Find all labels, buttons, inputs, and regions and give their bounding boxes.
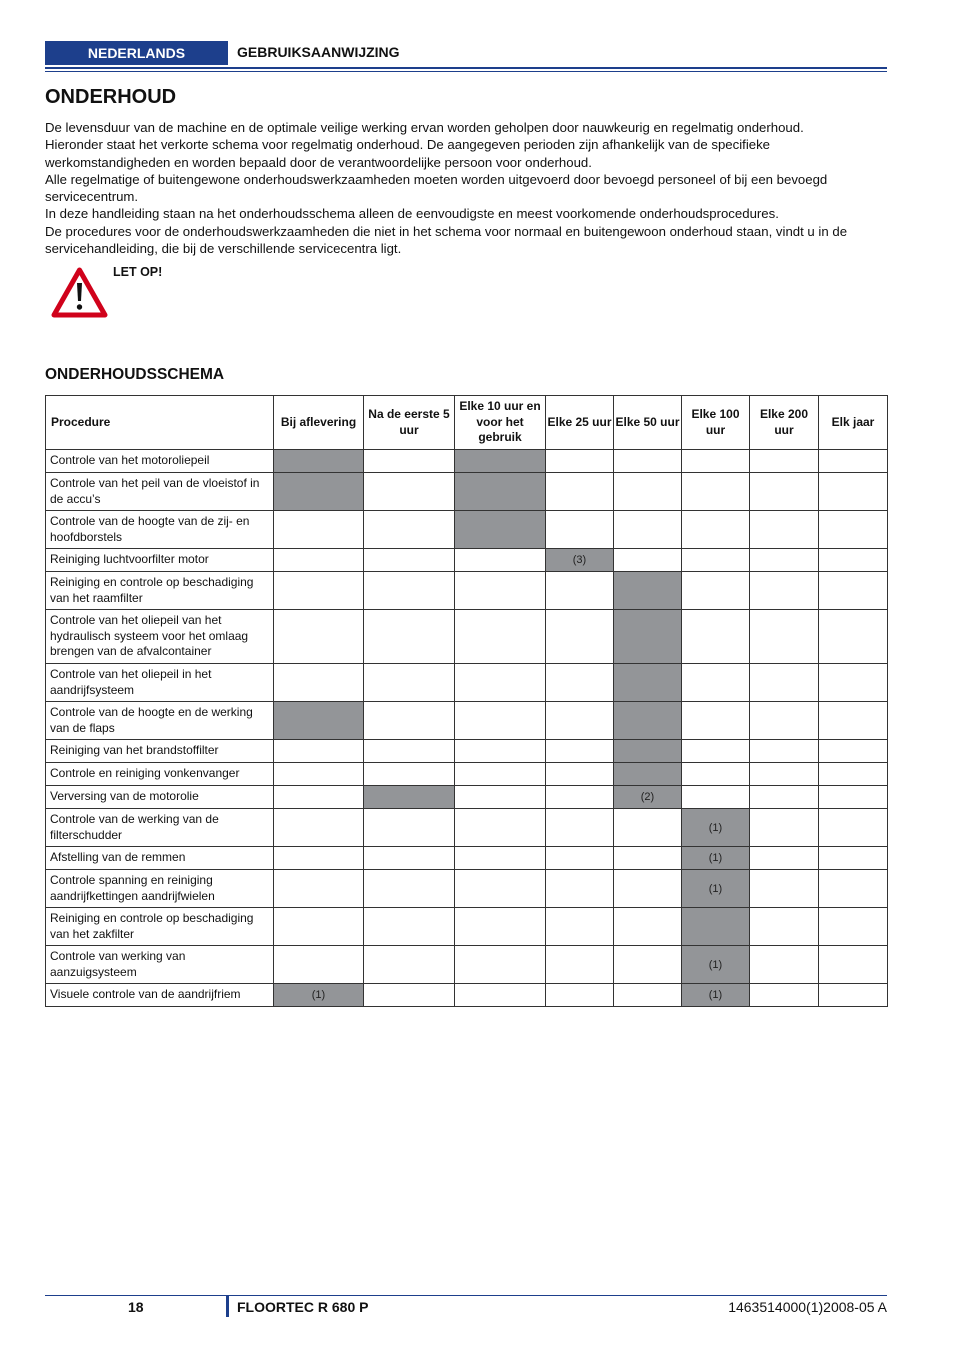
empty-cell (455, 809, 546, 847)
empty-cell (364, 450, 455, 473)
empty-cell (614, 549, 682, 572)
page-number: 18 (128, 1299, 144, 1315)
column-header: Procedure (46, 396, 274, 450)
table-row (46, 572, 888, 610)
empty-cell (455, 664, 546, 702)
empty-cell (750, 664, 819, 702)
empty-cell (819, 847, 888, 870)
empty-cell (455, 549, 546, 572)
table-row (46, 450, 888, 473)
empty-cell (274, 870, 364, 908)
empty-cell (682, 450, 750, 473)
empty-cell (455, 786, 546, 809)
empty-cell (682, 786, 750, 809)
empty-cell (546, 610, 614, 664)
table-row (46, 870, 888, 908)
empty-cell (546, 572, 614, 610)
empty-cell (546, 450, 614, 473)
empty-cell (750, 450, 819, 473)
empty-cell (546, 809, 614, 847)
empty-cell (364, 847, 455, 870)
procedure-label: Controle van het oliepeil van het hydraulisch systeem voor het omlaag brengen van de afvalcontainer (46, 610, 274, 664)
empty-cell (614, 511, 682, 549)
table-row (46, 763, 888, 786)
scheduled-cell (364, 786, 455, 809)
empty-cell (455, 610, 546, 664)
table-row (46, 473, 888, 511)
empty-cell (682, 740, 750, 763)
empty-cell (750, 511, 819, 549)
table-row (46, 702, 888, 740)
column-header: Na de eerste 5 uur (364, 396, 455, 450)
empty-cell (750, 549, 819, 572)
table-row (46, 908, 888, 946)
empty-cell (364, 870, 455, 908)
scheduled-cell (455, 450, 546, 473)
empty-cell (364, 809, 455, 847)
empty-cell (614, 450, 682, 473)
table-row (46, 664, 888, 702)
warning-triangle-icon (51, 267, 108, 318)
column-header: Elke 50 uur (614, 396, 682, 450)
column-header: Elke 10 uur en voor het gebruik (455, 396, 546, 450)
table-header-row (46, 396, 888, 450)
procedure-label: Reiniging en controle op beschadiging van het zakfilter (46, 908, 274, 946)
empty-cell (274, 809, 364, 847)
schedule-title: ONDERHOUDSSCHEMA (45, 366, 225, 383)
model-name: FLOORTEC R 680 P (237, 1299, 369, 1315)
procedure-label: Visuele controle van de aandrijfriem (46, 984, 274, 1007)
empty-cell (682, 763, 750, 786)
manual-type: GEBRUIKSAANWIJZING (237, 44, 400, 60)
scheduled-cell (455, 511, 546, 549)
column-header: Bij aflevering (274, 396, 364, 450)
empty-cell (364, 740, 455, 763)
empty-cell (546, 984, 614, 1007)
empty-cell (682, 702, 750, 740)
procedure-label: Afstelling van de remmen (46, 847, 274, 870)
empty-cell (364, 702, 455, 740)
footer-divider (226, 1296, 229, 1317)
empty-cell (364, 908, 455, 946)
empty-cell (819, 450, 888, 473)
empty-cell (750, 702, 819, 740)
table-row (46, 549, 888, 572)
scheduled-cell (274, 450, 364, 473)
empty-cell (274, 946, 364, 984)
empty-cell (546, 847, 614, 870)
scheduled-cell: (1) (682, 809, 750, 847)
empty-cell (819, 786, 888, 809)
footer-rule (45, 1295, 887, 1296)
empty-cell (819, 763, 888, 786)
empty-cell (364, 572, 455, 610)
maintenance-schedule-table (45, 395, 888, 1007)
empty-cell (750, 870, 819, 908)
empty-cell (750, 809, 819, 847)
procedure-label: Reiniging luchtvoorfilter motor (46, 549, 274, 572)
empty-cell (819, 702, 888, 740)
empty-cell (455, 984, 546, 1007)
empty-cell (819, 610, 888, 664)
empty-cell (364, 610, 455, 664)
empty-cell (274, 786, 364, 809)
scheduled-cell (682, 908, 750, 946)
empty-cell (546, 473, 614, 511)
empty-cell (614, 984, 682, 1007)
scheduled-cell: (1) (682, 847, 750, 870)
empty-cell (750, 473, 819, 511)
empty-cell (614, 870, 682, 908)
empty-cell (546, 740, 614, 763)
empty-cell (750, 786, 819, 809)
empty-cell (364, 763, 455, 786)
scheduled-cell (614, 610, 682, 664)
empty-cell (750, 847, 819, 870)
header-rule (45, 67, 887, 69)
table-row (46, 946, 888, 984)
scheduled-cell: (1) (682, 870, 750, 908)
table-row (46, 740, 888, 763)
empty-cell (750, 984, 819, 1007)
empty-cell (614, 908, 682, 946)
empty-cell (682, 664, 750, 702)
empty-cell (546, 511, 614, 549)
empty-cell (364, 946, 455, 984)
scheduled-cell (614, 740, 682, 763)
table-row (46, 511, 888, 549)
procedure-label: Controle en reiniging vonkenvanger (46, 763, 274, 786)
table-row (46, 847, 888, 870)
procedure-label: Controle van de werking van de filterschudder (46, 809, 274, 847)
intro-paragraph: In deze handleiding staan na het onderhoudsschema alleen de eenvoudigste en meest voorkomende onderhoudsprocedures. (45, 206, 779, 222)
empty-cell (819, 809, 888, 847)
scheduled-cell (455, 473, 546, 511)
scheduled-cell (274, 702, 364, 740)
scheduled-cell (614, 664, 682, 702)
empty-cell (682, 572, 750, 610)
procedure-label: Verversing van de motorolie (46, 786, 274, 809)
empty-cell (455, 870, 546, 908)
empty-cell (750, 763, 819, 786)
language-label: NEDERLANDS (45, 41, 228, 65)
intro-paragraph: Hieronder staat het verkorte schema voor regelmatig onderhoud. De aangegeven perioden zijn afhankelijk van de specifieke werkomstandigheden en worden bepaald door de verantwoordelijke persoon voor onderhoud. (45, 137, 771, 170)
empty-cell (819, 870, 888, 908)
procedure-label: Controle van het peil van de vloeistof in de accu’s (46, 473, 274, 511)
scheduled-cell: (2) (614, 786, 682, 809)
empty-cell (546, 664, 614, 702)
empty-cell (364, 549, 455, 572)
empty-cell (546, 702, 614, 740)
empty-cell (364, 664, 455, 702)
empty-cell (274, 572, 364, 610)
column-header: Elke 100 uur (682, 396, 750, 450)
empty-cell (455, 702, 546, 740)
empty-cell (819, 473, 888, 511)
empty-cell (274, 549, 364, 572)
scheduled-cell (614, 702, 682, 740)
page-title: ONDERHOUD (45, 86, 177, 108)
empty-cell (750, 946, 819, 984)
scheduled-cell: (1) (274, 984, 364, 1007)
empty-cell (819, 549, 888, 572)
empty-cell (614, 946, 682, 984)
empty-cell (546, 786, 614, 809)
empty-cell (682, 549, 750, 572)
warning-label: LET OP! (113, 265, 163, 279)
scheduled-cell: (1) (682, 946, 750, 984)
scheduled-cell (614, 572, 682, 610)
empty-cell (274, 610, 364, 664)
empty-cell (455, 740, 546, 763)
table-row (46, 786, 888, 809)
empty-cell (364, 984, 455, 1007)
procedure-label: Controle van de hoogte en de werking van de flaps (46, 702, 274, 740)
procedure-label: Reiniging van het brandstoffilter (46, 740, 274, 763)
empty-cell (750, 740, 819, 763)
empty-cell (682, 511, 750, 549)
empty-cell (274, 511, 364, 549)
empty-cell (546, 908, 614, 946)
empty-cell (455, 946, 546, 984)
procedure-label: Controle van de hoogte van de zij- en hoofdborstels (46, 511, 274, 549)
empty-cell (819, 511, 888, 549)
procedure-label: Controle van het motoroliepeil (46, 450, 274, 473)
empty-cell (455, 572, 546, 610)
empty-cell (274, 908, 364, 946)
scheduled-cell: (3) (546, 549, 614, 572)
procedure-label: Controle spanning en reiniging aandrijfkettingen aandrijfwielen (46, 870, 274, 908)
empty-cell (364, 511, 455, 549)
header-rule-thin (45, 71, 887, 72)
procedure-label: Controle van werking van aanzuigsysteem (46, 946, 274, 984)
empty-cell (455, 908, 546, 946)
empty-cell (819, 664, 888, 702)
empty-cell (819, 984, 888, 1007)
scheduled-cell: (1) (682, 984, 750, 1007)
intro-paragraph: De levensduur van de machine en de optimale veilige werking ervan worden geholpen door nauwkeurig en regelmatig onderhoud. (45, 120, 804, 135)
empty-cell (274, 664, 364, 702)
empty-cell (614, 847, 682, 870)
procedure-label: Controle van het oliepeil in het aandrijfsysteem (46, 664, 274, 702)
intro-paragraph: De procedures voor de onderhoudswerkzaamheden die niet in het schema voor normaal en buitengewoon onderhoud staan, vindt u in de servicehandleiding, die bij de verschillende servicecentra ligt. (45, 223, 848, 257)
column-header: Elke 25 uur (546, 396, 614, 450)
empty-cell (614, 809, 682, 847)
empty-cell (364, 473, 455, 511)
empty-cell (546, 870, 614, 908)
empty-cell (455, 847, 546, 870)
intro-paragraph: Alle regelmatige of buitengewone onderhoudswerkzaamheden moeten worden uitgevoerd door bevoegd personeel of bij een bevoegd servicecentrum. (45, 171, 828, 205)
empty-cell (750, 572, 819, 610)
table-row (46, 809, 888, 847)
empty-cell (750, 908, 819, 946)
scheduled-cell (274, 473, 364, 511)
empty-cell (274, 740, 364, 763)
empty-cell (546, 763, 614, 786)
empty-cell (274, 763, 364, 786)
empty-cell (819, 572, 888, 610)
empty-cell (455, 763, 546, 786)
empty-cell (819, 740, 888, 763)
document-code: 1463514000(1)2008-05 A (728, 1299, 887, 1315)
empty-cell (682, 610, 750, 664)
scheduled-cell (614, 763, 682, 786)
empty-cell (819, 946, 888, 984)
empty-cell (614, 473, 682, 511)
empty-cell (546, 946, 614, 984)
intro-text (45, 119, 890, 257)
empty-cell (274, 847, 364, 870)
table-row (46, 610, 888, 664)
column-header: Elke 200 uur (750, 396, 819, 450)
table-row (46, 984, 888, 1007)
column-header: Elk jaar (819, 396, 888, 450)
empty-cell (819, 908, 888, 946)
empty-cell (682, 473, 750, 511)
procedure-label: Reiniging en controle op beschadiging van het raamfilter (46, 572, 274, 610)
empty-cell (750, 610, 819, 664)
